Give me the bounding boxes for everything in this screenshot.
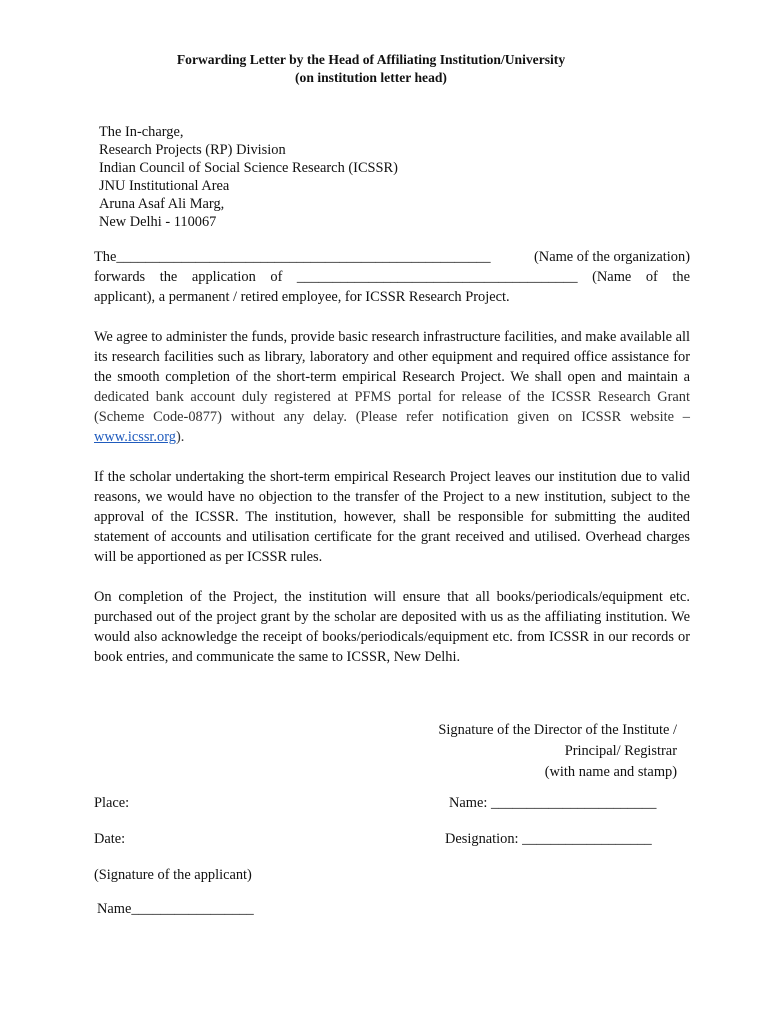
address-line: The In-charge, — [99, 124, 184, 140]
forward-suffix: (Name of the organization) — [534, 249, 690, 265]
signature-line: (with name and stamp) — [544, 764, 677, 780]
place-label: Place: — [94, 795, 130, 811]
forward-prefix: The — [94, 249, 117, 265]
address-line: Research Projects (RP) Division — [99, 142, 286, 158]
applicant-signature-label: (Signature of the applicant) — [94, 867, 252, 883]
forward-line-2: forwards the application of _______________________________________ (Name of the — [94, 269, 690, 285]
director-name-field[interactable]: Name: _______________________ — [449, 795, 657, 811]
signature-line: Principal/ Registrar — [564, 743, 677, 759]
completion-paragraph: On completion of the Project, the institution will ensure that all books/periodicals/equipment etc. purchased out of the project grant by the scholar are deposited with us as the affiliating institution. We would also acknowledge the receipt of books/periodicals/equipment etc. from ICSSR in our records or book entries, and communicate the same to ICSSR, New Delhi. — [94, 589, 690, 665]
page-title: Forwarding Letter by the Head of Affiliating Institution/University — [176, 52, 566, 67]
agreement-paragraph — [94, 327, 690, 447]
page-subtitle: (on institution letter head) — [295, 70, 447, 85]
agreement-text-c: ). — [175, 429, 185, 445]
address-line: Aruna Asaf Ali Marg, — [99, 196, 225, 212]
recipient-address — [99, 123, 398, 231]
forward-line-1 — [94, 247, 690, 267]
agreement-text-b: dedicated bank account duly registered at PFMS portal for release of the ICSSR Research Grant (Scheme Code-0877) without any delay. (Please refer notification given on ICSSR website – — [94, 389, 690, 425]
address-line: Indian Council of Social Science Research (ICSSR) — [99, 160, 398, 176]
organization-name-blank[interactable]: ____________________________________________________ — [116, 249, 491, 265]
date-label: Date: — [94, 831, 126, 847]
forward-line-3: applicant), a permanent / retired employee, for ICSSR Research Project. — [94, 289, 510, 305]
director-signature-block — [438, 720, 677, 783]
agreement-text-a: We agree to administer the funds, provide basic research infrastructure facilities, and make available all its research facilities such as library, laboratory and other equipment and required office assistance for the smooth completion of the short-term empirical Research Project. We shall open and maintain a — [94, 329, 690, 385]
transfer-paragraph: If the scholar undertaking the short-term empirical Research Project leaves our institution due to valid reasons, we would have no objection to the transfer of the Project to a new institution, subject to the approval of the ICSSR. The institution, however, shall be responsible for submitting the audited statement of accounts and utilisation certificate for the grant received and utilised. Overhead charges will be apportioned as per ICSSR rules. — [94, 469, 690, 565]
signature-line: Signature of the Director of the Institute / — [438, 722, 677, 738]
applicant-name-field[interactable]: Name_________________ — [97, 901, 254, 917]
forwarding-paragraph — [94, 247, 690, 307]
address-line: JNU Institutional Area — [99, 178, 230, 194]
icssr-website-link[interactable]: www.icssr.org — [94, 429, 176, 445]
designation-field[interactable]: Designation: __________________ — [445, 831, 652, 847]
address-line: New Delhi - 110067 — [99, 214, 217, 230]
